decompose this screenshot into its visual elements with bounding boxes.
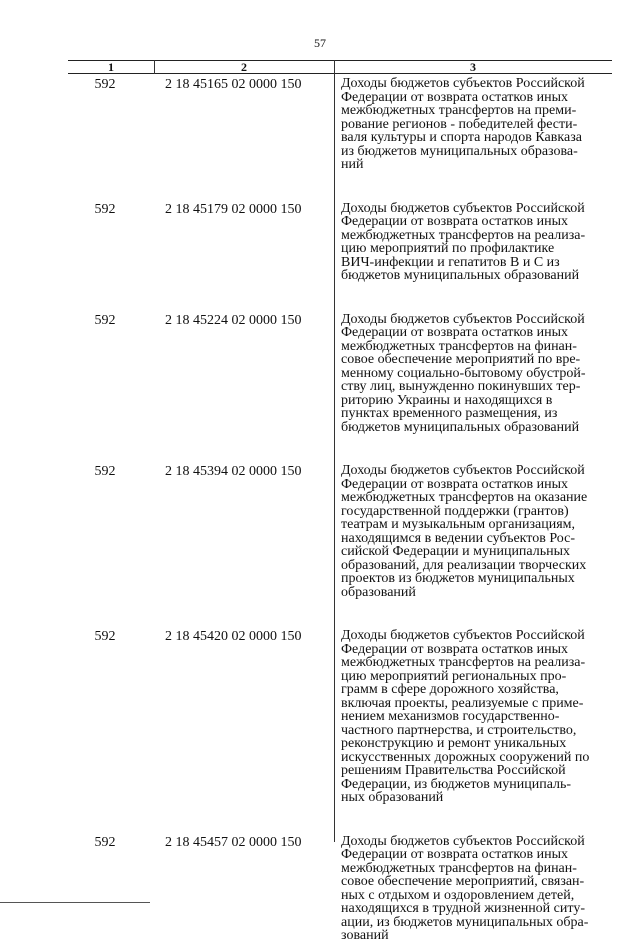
description-line: валя культуры и спорта народов Кавказа <box>341 130 582 145</box>
description-cell <box>341 835 611 943</box>
description-line: Федерации от возврата остатков иных <box>341 325 568 340</box>
table-row <box>0 629 640 805</box>
description-line: цию мероприятий региональных про- <box>341 668 567 684</box>
description-line: Доходы бюджетов субъектов Российской <box>341 200 585 216</box>
description-cell <box>341 77 611 172</box>
column-divider-1 <box>154 60 155 74</box>
admin-code-cell: 592 <box>94 464 116 479</box>
description-line: Доходы бюджетов субъектов Российской <box>341 833 585 849</box>
column-header-3: 3 <box>470 60 476 74</box>
description-line: театрам и музыкальным организациям, <box>341 517 576 532</box>
description-line: Доходы бюджетов субъектов Российской <box>341 463 585 478</box>
description-line: межбюджетных трансфертов на реализа- <box>341 655 586 670</box>
column-header-1: 1 <box>108 60 114 74</box>
description-line: совое обеспечение мероприятий, связан- <box>341 874 585 889</box>
description-cell <box>341 629 611 805</box>
description-line: Доходы бюджетов субъектов Российской <box>341 76 585 91</box>
description-line: Доходы бюджетов субъектов Российской <box>341 311 585 327</box>
footer-rule <box>0 902 150 903</box>
budget-code-cell: 2 18 45394 02 0000 150 <box>165 464 302 479</box>
description-line: Федерации от возврата остатков иных <box>341 214 568 229</box>
admin-code-cell: 592 <box>94 77 116 92</box>
budget-code-cell: 2 18 45420 02 0000 150 <box>165 629 302 644</box>
table-row <box>0 464 640 599</box>
page-number: 57 <box>314 36 326 50</box>
description-cell <box>341 464 611 599</box>
description-line: межбюджетных трансфертов на оказание <box>341 490 588 505</box>
description-line: бюджетов муниципальных образований <box>341 268 580 283</box>
admin-code-cell: 592 <box>94 834 116 850</box>
description-line: включая проекты, реализуемые с приме- <box>341 695 584 711</box>
description-cell <box>341 202 611 283</box>
description-line: зований <box>341 928 389 943</box>
budget-code-cell: 2 18 45457 02 0000 150 <box>165 834 302 850</box>
description-line: ных образований <box>341 790 444 805</box>
column-header-2: 2 <box>241 60 247 74</box>
admin-code-cell: 592 <box>94 629 116 644</box>
description-line: сийской Федерации и муниципальных <box>341 544 571 559</box>
table-row <box>0 77 640 172</box>
description-line: образований, для реализации творческих <box>341 557 587 573</box>
description-line: находящихся в трудной жизненной ситу- <box>341 901 585 916</box>
description-line: решениям Правительства Российской <box>341 763 566 778</box>
description-line: Федерации, из бюджетов муниципаль- <box>341 776 572 792</box>
description-line: находящимся в ведении субъектов Рос- <box>341 530 575 546</box>
admin-code-cell: 592 <box>94 312 116 328</box>
description-line: искусственных дорожных сооружений по <box>341 749 590 765</box>
description-line: из бюджетов муниципальных образова- <box>341 143 578 159</box>
description-line: Доходы бюджетов субъектов Российской <box>341 628 585 643</box>
description-line: ний <box>341 157 364 172</box>
description-line: межбюджетных трансфертов на преми- <box>341 103 577 118</box>
description-line: Федерации от возврата остатков иных <box>341 89 568 105</box>
description-line: совое обеспечение мероприятий по вре- <box>341 352 581 367</box>
description-line: межбюджетных трансфертов на реализа- <box>341 227 586 243</box>
description-line: ации, из бюджетов муниципальных обра- <box>341 914 589 930</box>
description-line: грамм в сфере дорожного хозяйства, <box>341 682 559 697</box>
description-line: реконструкцию и ремонт уникальных <box>341 736 567 751</box>
budget-code-cell: 2 18 45179 02 0000 150 <box>165 201 302 217</box>
description-cell <box>341 313 611 435</box>
admin-code-cell: 592 <box>94 201 116 217</box>
description-line: Федерации от возврата остатков иных <box>341 641 568 657</box>
description-line: цию мероприятий по профилактике <box>341 241 555 256</box>
description-line: межбюджетных трансфертов на финан- <box>341 860 577 876</box>
description-line: нением механизмов государственно- <box>341 709 560 724</box>
description-line: пунктах временного размещения, из <box>341 406 558 421</box>
table-body <box>0 77 640 943</box>
table-row <box>0 202 640 283</box>
description-line: бюджетов муниципальных образований <box>341 419 580 435</box>
description-line: ВИЧ-инфекции и гепатитов В и С из <box>341 254 560 270</box>
description-line: Федерации от возврата остатков иных <box>341 476 568 492</box>
description-line: образований <box>341 584 416 600</box>
budget-code-cell: 2 18 45165 02 0000 150 <box>165 77 302 92</box>
table-row <box>0 313 640 435</box>
description-line: государственной поддержки (грантов) <box>341 503 569 519</box>
table-row <box>0 835 640 943</box>
description-line: межбюджетных трансфертов на финан- <box>341 338 577 354</box>
description-line: Федерации от возврата остатков иных <box>341 847 568 862</box>
description-line: частного партнерства, и строительство, <box>341 722 577 738</box>
description-line: проектов из бюджетов муниципальных <box>341 571 575 586</box>
description-line: рование регионов - победителей фести- <box>341 116 578 132</box>
description-line: риторию Украины и находящихся в <box>341 392 553 408</box>
description-line: ных с отдыхом и оздоровлением детей, <box>341 887 575 903</box>
budget-code-cell: 2 18 45224 02 0000 150 <box>165 312 302 328</box>
description-line: менному социально-бытовому обустрой- <box>341 365 586 381</box>
description-line: ству лиц, вынужденно покинувших тер- <box>341 379 581 394</box>
